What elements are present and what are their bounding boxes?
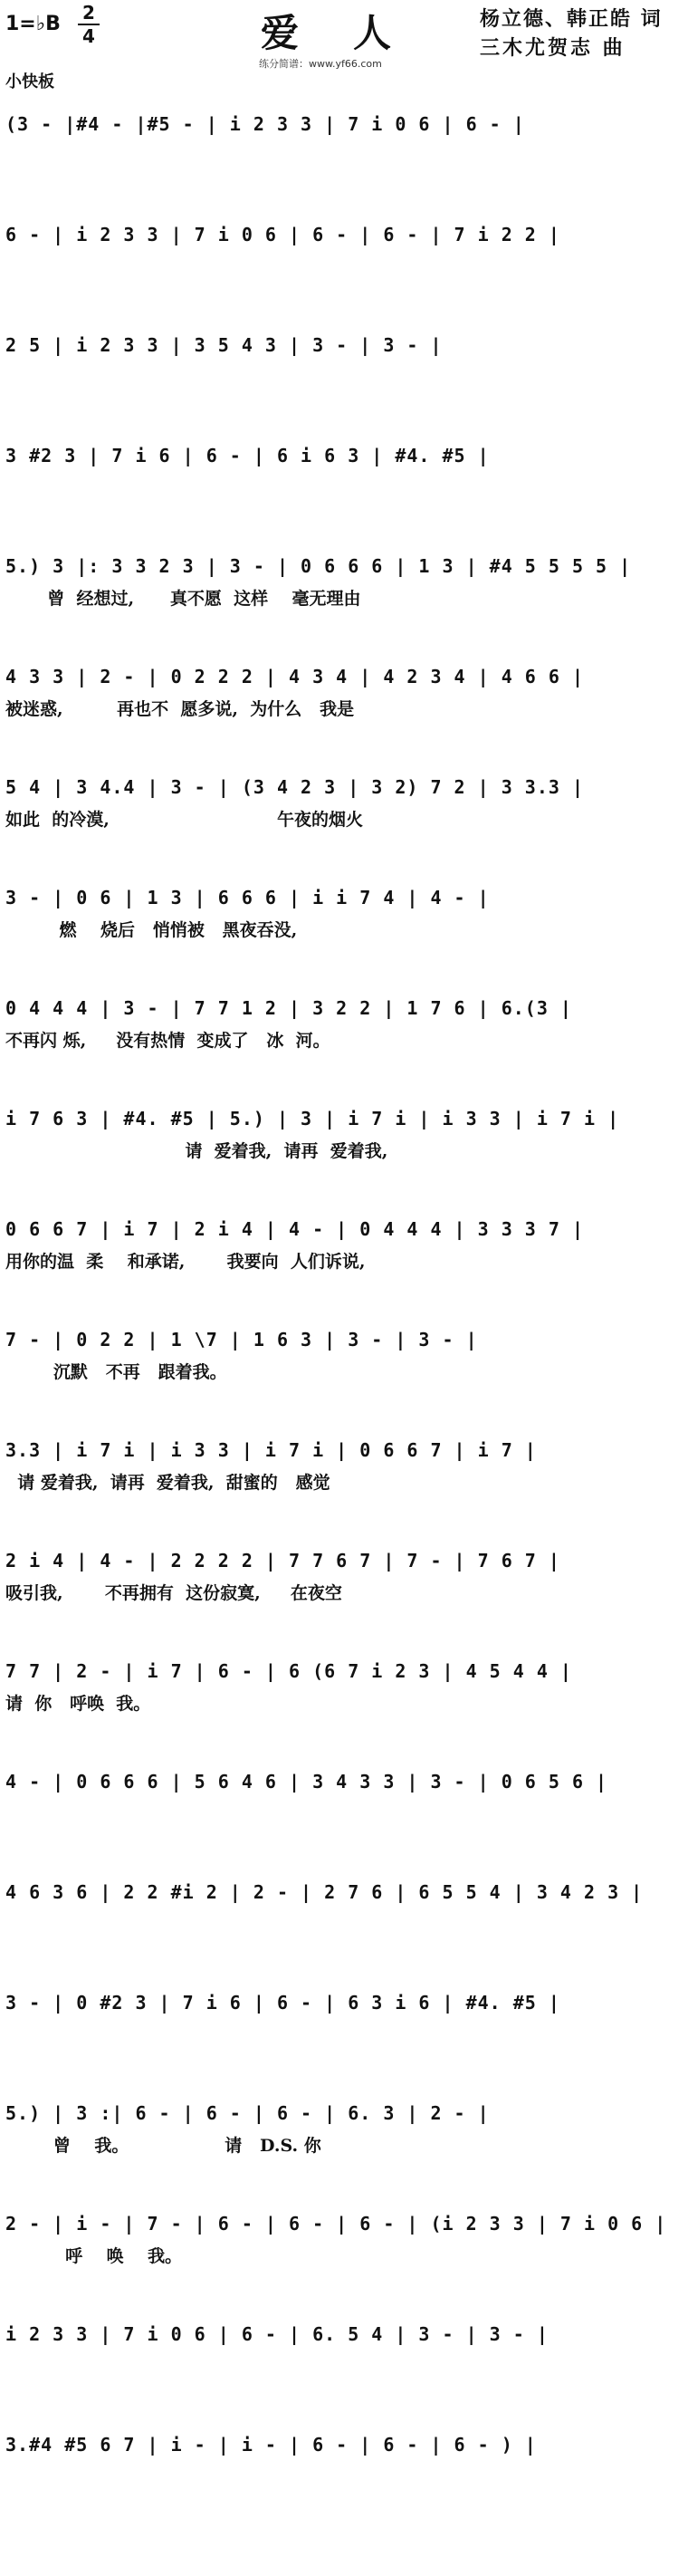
- lyricist-credit: 杨立德、韩正皓 词: [480, 7, 663, 31]
- system-notes: 2 5 | i 2 3 3 | 3 5 4 3 | 3 - | 3 - |: [5, 334, 443, 356]
- score-system: [0, 1324, 688, 1388]
- meter-top: 2: [82, 2, 95, 24]
- score-system: [0, 330, 688, 393]
- score-system: [0, 2098, 688, 2161]
- system-lyrics: [5, 255, 683, 279]
- system-lyrics: 请 爱着我, 请再 爱着我,: [5, 1141, 388, 1161]
- composer-credit: 三木尤贺志 曲: [480, 36, 626, 60]
- system-lyrics: [5, 1913, 683, 1937]
- system-lyrics: [5, 2355, 683, 2379]
- system-lyrics: 不再闪 烁, 没有热情 变成了 冰 河。: [5, 1031, 330, 1051]
- website-watermark: 练分简谱：www.yf66.com: [259, 58, 382, 70]
- system-notes: 2 - | i - | 7 - | 6 - | 6 - | 6 - | (i 2 3 3 | 7 i 0 6 |: [5, 2213, 667, 2235]
- score-system: [0, 551, 688, 614]
- system-lyrics: 燃 烧后 悄悄被 黑夜吞没,: [5, 920, 298, 940]
- system-lyrics: [5, 2023, 683, 2047]
- score-system: [0, 1545, 688, 1609]
- score-system: [0, 1656, 688, 1719]
- system-notes: 7 7 | 2 - | i 7 | 6 - | 6 (6 7 i 2 3 | 4 5 4 4 |: [5, 1660, 572, 1682]
- system-notes: 4 6 3 6 | 2 2 #i 2 | 2 - | 2 7 6 | 6 5 5 4 | 3 4 2 3 |: [5, 1881, 644, 1903]
- system-lyrics: [5, 366, 683, 389]
- time-signature: [78, 4, 100, 45]
- score-system: [0, 2319, 688, 2382]
- score-header: [0, 0, 688, 100]
- score-system: [0, 440, 688, 504]
- system-notes: (3 - |#4 - |#5 - | i 2 3 3 | 7 i 0 6 | 6 - |: [5, 113, 525, 135]
- system-lyrics: 用你的温 柔 和承诺, 我要向 人们诉说,: [5, 1252, 366, 1272]
- system-lyrics: [5, 1802, 683, 1826]
- system-lyrics: 请 你 呼唤 我。: [5, 1694, 151, 1714]
- system-notes: 4 - | 0 6 6 6 | 5 6 4 6 | 3 4 3 3 | 3 - | 0 6 5 6 |: [5, 1771, 608, 1793]
- system-notes: 4 3 3 | 2 - | 0 2 2 2 | 4 3 4 | 4 2 3 4 | 4 6 6 |: [5, 666, 585, 687]
- system-lyrics: 吸引我, 不再拥有 这份寂寞, 在夜空: [5, 1583, 342, 1603]
- system-notes: 7 - | 0 2 2 | 1 \7 | 1 6 3 | 3 - | 3 - |: [5, 1329, 478, 1350]
- system-notes: 5 4 | 3 4.4 | 3 - | (3 4 2 3 | 3 2) 7 2 | 3 3.3 |: [5, 776, 585, 798]
- score-system: [0, 2208, 688, 2272]
- system-lyrics: [5, 145, 683, 168]
- song-title: 爱人: [261, 11, 446, 55]
- system-notes: 3 - | 0 6 | 1 3 | 6 6 6 | i i 7 4 | 4 - |: [5, 887, 490, 908]
- tempo-marking: 小快板: [5, 72, 54, 91]
- score-system: [0, 1435, 688, 1498]
- score-system: [0, 1766, 688, 1830]
- system-notes: 6 - | i 2 3 3 | 7 i 0 6 | 6 - | 6 - | 7 i 2 2 |: [5, 224, 560, 245]
- score-system: [0, 661, 688, 725]
- system-lyrics: 请 爱着我, 请再 爱着我, 甜蜜的 感觉: [5, 1473, 330, 1493]
- system-lyrics: 呼 唤 我。: [5, 2246, 183, 2266]
- system-lyrics: 曾 我。 请 D.S. 你: [5, 2136, 321, 2156]
- score-system: [0, 1214, 688, 1277]
- score-system: [0, 1103, 688, 1167]
- score-system: [0, 1877, 688, 1940]
- system-lyrics: [5, 2465, 683, 2489]
- score-system: [0, 219, 688, 283]
- score-system: [0, 2429, 688, 2493]
- system-notes: 3 - | 0 #2 3 | 7 i 6 | 6 - | 6 3 i 6 | #4. #5 |: [5, 1992, 560, 2014]
- system-notes: i 2 3 3 | 7 i 0 6 | 6 - | 6. 5 4 | 3 - | 3 - |: [5, 2323, 549, 2345]
- system-lyrics: 如此 的冷漠, 午夜的烟火: [5, 810, 364, 830]
- score-system: [0, 882, 688, 946]
- score-system: [0, 109, 688, 172]
- system-lyrics: 沉默 不再 跟着我。: [5, 1362, 227, 1382]
- system-notes: i 7 6 3 | #4. #5 | 5.) | 3 | i 7 i | i 3 3 | i 7 i |: [5, 1108, 620, 1129]
- system-notes: 0 4 4 4 | 3 - | 7 7 1 2 | 3 2 2 | 1 7 6 | 6.(3 |: [5, 997, 572, 1019]
- score-system: [0, 1987, 688, 2051]
- system-lyrics: [5, 476, 683, 500]
- system-lyrics: 曾 经想过, 真不愿 这样 毫无理由: [5, 589, 361, 609]
- system-notes: 0 6 6 7 | i 7 | 2 i 4 | 4 - | 0 4 4 4 | 3 3 3 7 |: [5, 1218, 585, 1240]
- score-system: [0, 993, 688, 1056]
- meter-bottom: 4: [82, 25, 95, 47]
- score-system: [0, 772, 688, 835]
- system-notes: 3.#4 #5 6 7 | i - | i - | 6 - | 6 - | 6 - ) |: [5, 2434, 537, 2456]
- system-notes: 5.) 3 |: 3 3 2 3 | 3 - | 0 6 6 6 | 1 3 | #4 5 5 5 5 |: [5, 555, 632, 577]
- system-lyrics: 被迷惑, 再也不 愿多说, 为什么 我是: [5, 699, 355, 719]
- system-notes: 2 i 4 | 4 - | 2 2 2 2 | 7 7 6 7 | 7 - | 7 6 7 |: [5, 1550, 560, 1572]
- key-signature: 1=♭B: [5, 13, 61, 35]
- system-notes: 3.3 | i 7 i | i 3 3 | i 7 i | 0 6 6 7 | i 7 |: [5, 1439, 537, 1461]
- system-notes: 5.) | 3 :| 6 - | 6 - | 6 - | 6. 3 | 2 - |: [5, 2102, 490, 2124]
- system-notes: 3 #2 3 | 7 i 6 | 6 - | 6 i 6 3 | #4. #5 |: [5, 445, 490, 466]
